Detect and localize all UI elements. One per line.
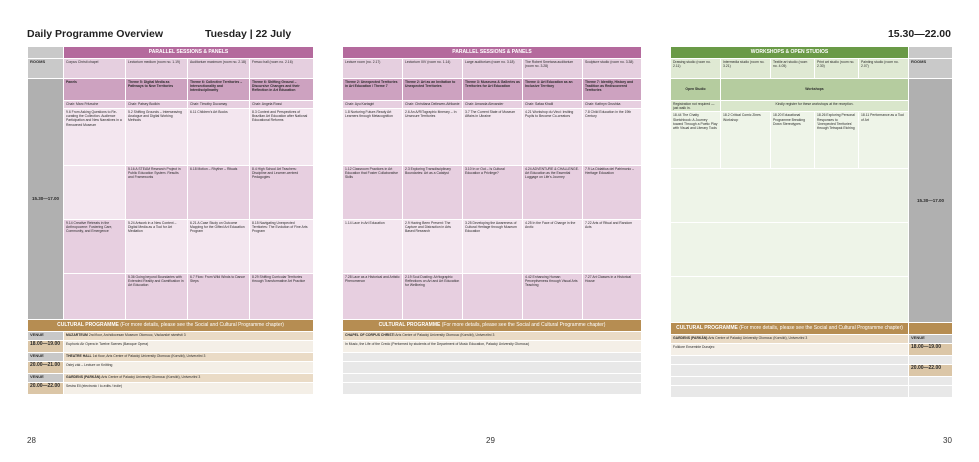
venue-label: VENUE	[909, 335, 953, 344]
session-cell: 8.4 High School Art Teachers: Discipline and Learner-centred Pedagogies	[250, 166, 314, 220]
chair-cell: Chair: Ayu Kartagiri	[343, 101, 403, 109]
room-header: Drawing studio (room no. 2.11)	[671, 59, 721, 79]
rooms-label: ROOMS	[909, 59, 953, 79]
session-cell	[64, 274, 126, 320]
event-name: In Music, the Life of the Credo (Performed by students of the Department of Music Education, Palacký University Olomouc)	[343, 341, 642, 353]
venue-label: VENUE	[28, 374, 64, 383]
session-cell: 1.12 Classroom Practices in Art Education that Foster Collaborative Skills	[343, 166, 403, 220]
session-cell: 7.28 Lace as a Historical and Artistic Phenomenon	[343, 274, 403, 320]
theme-cell: Panels	[64, 79, 126, 101]
session-cell	[64, 166, 126, 220]
venue-row: CHAPEL OF CORPUS CHRISTI Arts Centre of Palacký University Olomouc (Konvikt), Univerzitní 3	[343, 332, 642, 341]
event-name: Ostrý zák – Lecture on Knitting	[64, 362, 314, 374]
session-cell: 1.8 Nurturing Future-Ready Art Learners through Metacognition	[343, 109, 403, 166]
chair-cell: Chair: Amanda Alexander	[463, 101, 523, 109]
venue-row: GARDENS (PARKÁN) Arts Centre of Palacký University Olomouc (Konvikt), Univerzitní 3	[64, 374, 314, 383]
event-name: Euphoric Air Opera in Twelve Scenes (Baroque Opera)	[64, 341, 314, 353]
room-header: Large auditorium (room no. 3.18)	[463, 59, 523, 79]
room-header: Intermedia studio (room no. 3.21)	[721, 59, 771, 79]
venue-row: THEATRE HALL 1st floor, Arts Centre of Palacký University Olomouc (Konvikt), Univerzitní 3	[64, 353, 314, 362]
session-cell: 6.11 Children's Art Books	[188, 109, 250, 166]
session-cell: 4.42 Enhancing Human Perceptiveness through Visual Arts Teaching	[523, 274, 583, 320]
session-cell: 3.7 The Current State of Museum Affairs in Ukraine	[463, 109, 523, 166]
event-time: 18.00—19.00	[28, 341, 64, 353]
rooms-label: ROOMS	[28, 59, 64, 79]
workshop-cell: 18.2 Critical Comic Zines Workshop	[721, 112, 771, 169]
room-header: Lectorium medium (room no. 1.19)	[126, 59, 188, 79]
page-date: Tuesday | 22 July	[205, 28, 292, 40]
room-header: Sculpture studio (room no. 3.38)	[583, 59, 642, 79]
session-cell: 2.9 Having Been Present: The Capture and Distraction in Arts Based Research	[403, 220, 463, 274]
cultural-programme-header: CULTURAL PROGRAMME (For more details, please see the Social and Cultural Programme chapter)	[28, 320, 314, 332]
open-studio-label: Open Studio	[671, 79, 721, 101]
session-cell: 6.7 Flow: From Wild Winds to Dance Steps	[188, 274, 250, 320]
event-time: 20.00—22.00	[28, 383, 64, 395]
event-time: 20.00—22.00	[909, 365, 953, 377]
session-cell: 3.10 In or Out – Is Cultural Education a Privilege?	[463, 166, 523, 220]
room-header: Painting studio (room no. 2.07)	[859, 59, 909, 79]
page-number-left: 28	[27, 436, 36, 445]
event-name: Sestra Ell (electronic / lo-edits / indie)	[64, 383, 314, 395]
room-header: Fresco hall (room no. 2.16)	[250, 59, 314, 79]
cultural-programme-header: CULTURAL PROGRAMME (For more details, please see the Social and Cultural Programme chapter)	[671, 323, 909, 335]
workshop-cell: 18.20 Educational Programme Breaking Down Stereotypes	[771, 112, 815, 169]
parallel-sessions-title: PARALLEL SESSIONS & PANELS	[64, 47, 314, 59]
chair-cell: Chair: Timothy Ducamay	[188, 101, 250, 109]
event-time: 18.00—19.00	[909, 344, 953, 356]
session-cell: 4.25 In the Face of Change in the Arctic	[523, 220, 583, 274]
register-note: Kindly register for these workshops at the reception.	[721, 101, 909, 112]
venue-label: VENUE	[28, 353, 64, 362]
parallel-sessions-title: PARALLEL SESSIONS & PANELS	[343, 47, 642, 59]
session-cell: 5.2 Shifting Grounds – Interweaving Analogue and Digital Working Methods	[126, 109, 188, 166]
venue-row: GARDENS (PARKÁN) Arts Centre of Palacký University Olomouc (Konvikt), Univerzitní 3	[671, 335, 909, 344]
chair-cell: Chair: Marc Fritzsche	[64, 101, 126, 109]
event-time: 20.00—21.00	[28, 362, 64, 374]
room-header: Print art studio (room no. 2.30)	[815, 59, 859, 79]
session-cell: 4.21 Workshop du Vinci: Inviting Pupils to Become Co-creators	[523, 109, 583, 166]
theme-cell: Theme 2: Art as an Invitation to Unexpected Territories	[403, 79, 463, 101]
session-cell: 4.24 ADVENTURE & CHALLENGE. Art Education as the Essential Luggage on Life's Journey	[523, 166, 583, 220]
session-cell: 6.18 Motion – Rhythm – Rituals	[188, 166, 250, 220]
time-slot-label: 15.30—17.00	[909, 79, 953, 323]
room-header: Lecture room (no. 2.17)	[343, 59, 403, 79]
session-cell: 8.15 Navigating Unexpected Territories: The Evolution of Fine Arts Program	[250, 220, 314, 274]
left-schedule-table	[27, 46, 314, 395]
theme-cell: Theme 7: Identity, History and Tradition as Rediscovered Territories	[583, 79, 642, 101]
chair-cell: Chair: Patsey Bodkin	[126, 101, 188, 109]
theme-cell: Theme 2: Unexpected Territories in Art Education / Theme 7	[343, 79, 403, 101]
middle-schedule-table	[342, 46, 642, 395]
room-header: Lectorium XIV (room no. 1.14)	[403, 59, 463, 79]
venue-row: MUZARTEUM 2nd floor, Archdiocesan Museum Olomouc, Václavské náměstí 3	[64, 332, 314, 341]
workshop-cell: 18.44 The Chatty Sketchbook: A Journey toward Through a Poetic Play with Visual and Literary Tools	[671, 112, 721, 169]
workshops-title: WORKSHOPS & OPEN STUDIOS	[671, 47, 909, 59]
right-schedule-table	[670, 46, 953, 398]
session-cell: 2.19 Soul Dusting: A/r/tographic Reflections on Art and Art Education for Wellbeing	[403, 274, 463, 320]
theme-cell: Theme 3: Museums & Galleries as Territories for Art Education	[463, 79, 523, 101]
session-cell: 7.9 La Didattica del Patrimonio – Heritage Education	[583, 166, 642, 220]
chair-cell: Chair: Christiana Deliewen-Afrikanie	[403, 101, 463, 109]
chair-cell: Chair: Kathryn Grushka	[583, 101, 642, 109]
theme-cell: Theme 5: Digital Media as Pathways to New Territories	[126, 79, 188, 101]
session-cell: 8.29 Shifting Curricular Territories through Transformative Art Practice	[250, 274, 314, 320]
theme-cell: Theme 4: Art Education as an Inclusive Territory	[523, 79, 583, 101]
theme-cell: Theme 6: Shifting Ground – Discursive Changes and their Reflection in Art Education	[250, 79, 314, 101]
session-cell: 8.3 Context and Perspectives of Brazilian Art Education after National Educational Reforms	[250, 109, 314, 166]
session-cell: 7.27 Art Classes in a Historical House	[583, 274, 642, 320]
room-header: The Robert Smetana auditorium (room no. 3.28)	[523, 59, 583, 79]
session-cell	[463, 274, 523, 320]
chair-cell: Chair: Angela Rossi	[250, 101, 314, 109]
venue-label: VENUE	[28, 332, 64, 341]
session-cell: 5.36 Going beyond Boundaries with Extended Reality and Gamification in Art Education	[126, 274, 188, 320]
workshop-cell: 18.11 Performance as a Tool of Art	[859, 112, 909, 169]
time-slot-label: 15.30—17.00	[28, 79, 64, 320]
session-cell: 9.6 From Asking Questions to Re-curating the Collection. Audience Participation and New Narratives in a Renowned Museum	[64, 109, 126, 166]
session-cell: 7.22 Arts of Ritual and Random Acts	[583, 220, 642, 274]
registration-note: Registration not required — just walk in.	[671, 101, 721, 112]
session-cell: 7.8 Child Education in the 19th Century	[583, 109, 642, 166]
session-cell: 2.3 Exploring Transdisciplinary Boundaries: Art as a Catalyst	[403, 166, 463, 220]
room-header: Corpus Christi chapel	[64, 59, 126, 79]
cultural-programme-header: CULTURAL PROGRAMME (For more details, please see the Social and Cultural Programme chapter)	[343, 320, 642, 332]
session-cell: 9.14 Creative Retreats in the Anthropocene: Fostering Care, Community, and Emergence	[64, 220, 126, 274]
session-cell: 5.24 Artwork in a New Context – Digital Media as a Tool for Art Mediation	[126, 220, 188, 274]
room-header: Textile art studio (room no. 4.05)	[771, 59, 815, 79]
page-time-range: 15.30—22.00	[887, 28, 951, 40]
page-title: Daily Programme Overview	[27, 28, 163, 40]
session-cell: 3.25 Developing the Awareness of Cultural Heritage through Museum Education	[463, 220, 523, 274]
session-cell: 6.21 A Case Study on Outcome Mapping for the Gifted Art Education Program	[188, 220, 250, 274]
event-name: Folklore Ensemble Dunajec	[671, 344, 909, 356]
theme-cell: Theme 6: Collective Territories – Intersectionality and Interdisciplinarity	[188, 79, 250, 101]
room-header: Auditorium maximum (room no. 2.18)	[188, 59, 250, 79]
session-cell: 2.6 An A/R/Tographic Itinerary – In Unsecure Territories	[403, 109, 463, 166]
workshops-label: Workshops	[721, 79, 909, 101]
page-number-right: 30	[943, 436, 952, 445]
page-number-mid: 29	[486, 436, 495, 445]
workshop-cell: 18.26 Exploring Personal Responses to 'Unexpected Territories' through Tetrapak Etching	[815, 112, 859, 169]
session-cell: 5.16 A STEAM Research Project in Public Education System. Results and Frameworks	[126, 166, 188, 220]
chair-cell: Chair: Safaa Khalil	[523, 101, 583, 109]
session-cell: 1.14 Lace in Art Education	[343, 220, 403, 274]
